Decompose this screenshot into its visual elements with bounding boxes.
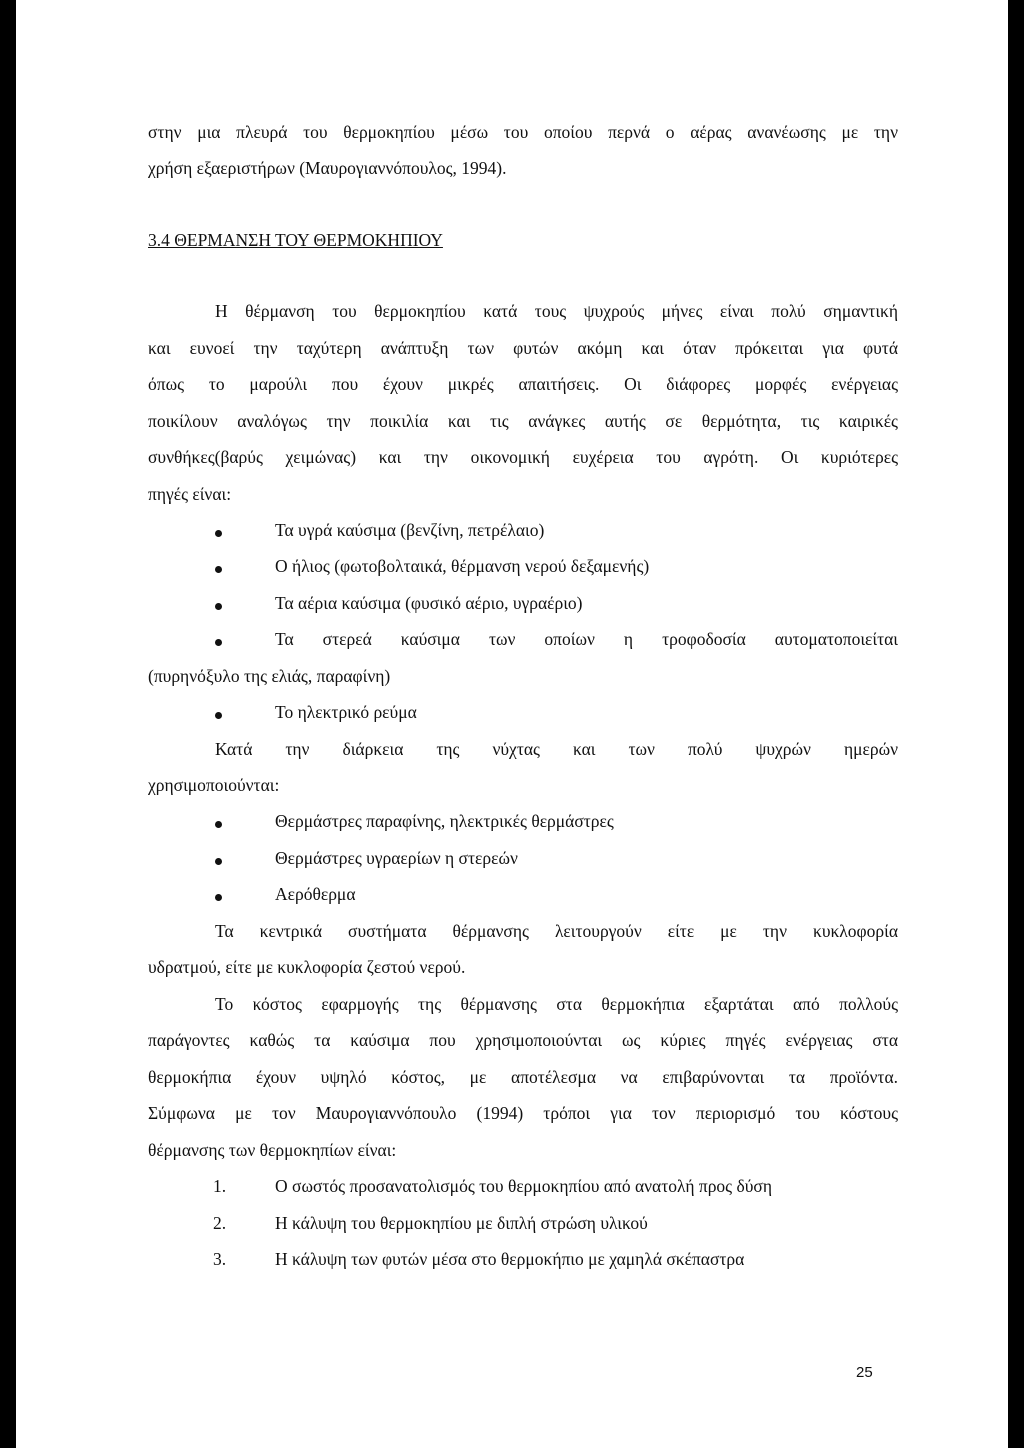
- bullet-icon: [215, 894, 222, 901]
- document-page: [16, 0, 1008, 1448]
- paragraph-line: συνθήκες(βαρύς χειμώνας) και την οικονομική ευχέρεια του αγρότη. Οι κυριότερες: [148, 447, 898, 467]
- paragraph-line: Τα κεντρικά συστήματα θέρμανσης λειτουργούν είτε με την κυκλοφορία: [215, 921, 898, 941]
- paragraph-line: παράγοντες καθώς τα καύσιμα που χρησιμοποιούνται ως κύριες πηγές ενέργειας στα: [148, 1030, 898, 1050]
- bullet-icon: [215, 603, 222, 610]
- paragraph-line: Η θέρμανση του θερμοκηπίου κατά τους ψυχρούς μήνες είναι πολύ σημαντική: [215, 301, 898, 321]
- bullet-icon: [215, 858, 222, 865]
- paragraph-line: Το κόστος εφαρμογής της θέρμανσης στα θερμοκήπια εξαρτάται από πολλούς: [215, 994, 898, 1014]
- numbered-list-item: Η κάλυψη των φυτών μέσα στο θερμοκήπιο με χαμηλά σκέπαστρα: [275, 1249, 745, 1269]
- paragraph-line: όπως το μαρούλι που έχουν μικρές απαιτήσεις. Οι διάφορες μορφές ενέργειας: [148, 374, 898, 394]
- list-item-continuation: (πυρηνόξυλο της ελιάς, παραφίνη): [148, 666, 391, 686]
- paragraph-line: ποικίλουν αναλόγως την ποικιλία και τις ανάγκες αυτής σε θερμότητα, τις καιρικές: [148, 411, 898, 431]
- list-item: Το ηλεκτρικό ρεύμα: [275, 702, 417, 722]
- numbered-list-item: Ο σωστός προσανατολισμός του θερμοκηπίου από ανατολή προς δύση: [275, 1176, 772, 1196]
- list-item: Ο ήλιος (φωτοβολταικά, θέρμανση νερού δεξαμενής): [275, 556, 650, 576]
- paragraph-line: υδρατμού, είτε με κυκλοφορία ζεστού νερού.: [148, 957, 466, 977]
- list-number: 2.: [213, 1213, 227, 1233]
- bullet-icon: [215, 566, 222, 573]
- list-number: 1.: [213, 1176, 227, 1196]
- list-item: Θερμάστρες παραφίνης, ηλεκτρικές θερμάστρες: [275, 811, 614, 831]
- paragraph-line: Κατά την διάρκεια της νύχτας και των πολύ ψυχρών ημερών: [215, 739, 898, 759]
- body-text-line: στην μια πλευρά του θερμοκηπίου μέσω του οποίου περνά ο αέρας ανανέωσης με την: [148, 122, 898, 142]
- list-item: Τα στερεά καύσιμα των οποίων η τροφοδοσία αυτοματοποιείται: [275, 629, 898, 649]
- list-item: Θερμάστρες υγραερίων η στερεών: [275, 848, 518, 868]
- list-number: 3.: [213, 1249, 227, 1269]
- paragraph-line: και ευνοεί την ταχύτερη ανάπτυξη των φυτών ακόμη και όταν πρόκειται για φυτά: [148, 338, 898, 358]
- body-text-line: χρήση εξαεριστήρων (Μαυρογιαννόπουλος, 1994).: [148, 158, 507, 178]
- paragraph-line: Σύμφωνα με τον Μαυρογιαννόπουλο (1994) τρόποι για τον περιορισμό του κόστους: [148, 1103, 898, 1123]
- list-item: Τα υγρά καύσιμα (βενζίνη, πετρέλαιο): [275, 520, 545, 540]
- bullet-icon: [215, 821, 222, 828]
- paragraph-line: χρησιμοποιούνται:: [148, 775, 280, 795]
- bullet-icon: [215, 712, 222, 719]
- bullet-icon: [215, 530, 222, 537]
- paragraph-line: θερμοκήπια έχουν υψηλό κόστος, με αποτέλεσμα να επιβαρύνονται τα προϊόντα.: [148, 1067, 898, 1087]
- paragraph-line: πηγές είναι:: [148, 484, 232, 504]
- paragraph-line: θέρμανσης των θερμοκηπίων είναι:: [148, 1140, 397, 1160]
- list-item: Τα αέρια καύσιμα (φυσικό αέριο, υγραέριο): [275, 593, 583, 613]
- numbered-list-item: Η κάλυψη του θερμοκηπίου με διπλή στρώση υλικού: [275, 1213, 648, 1233]
- list-item: Αερόθερμα: [275, 884, 356, 904]
- bullet-icon: [215, 639, 222, 646]
- page-number: 25: [856, 1364, 873, 1381]
- section-heading: 3.4 ΘΕΡΜΑΝΣΗ ΤΟΥ ΘΕΡΜΟΚΗΠΙΟΥ: [148, 230, 443, 250]
